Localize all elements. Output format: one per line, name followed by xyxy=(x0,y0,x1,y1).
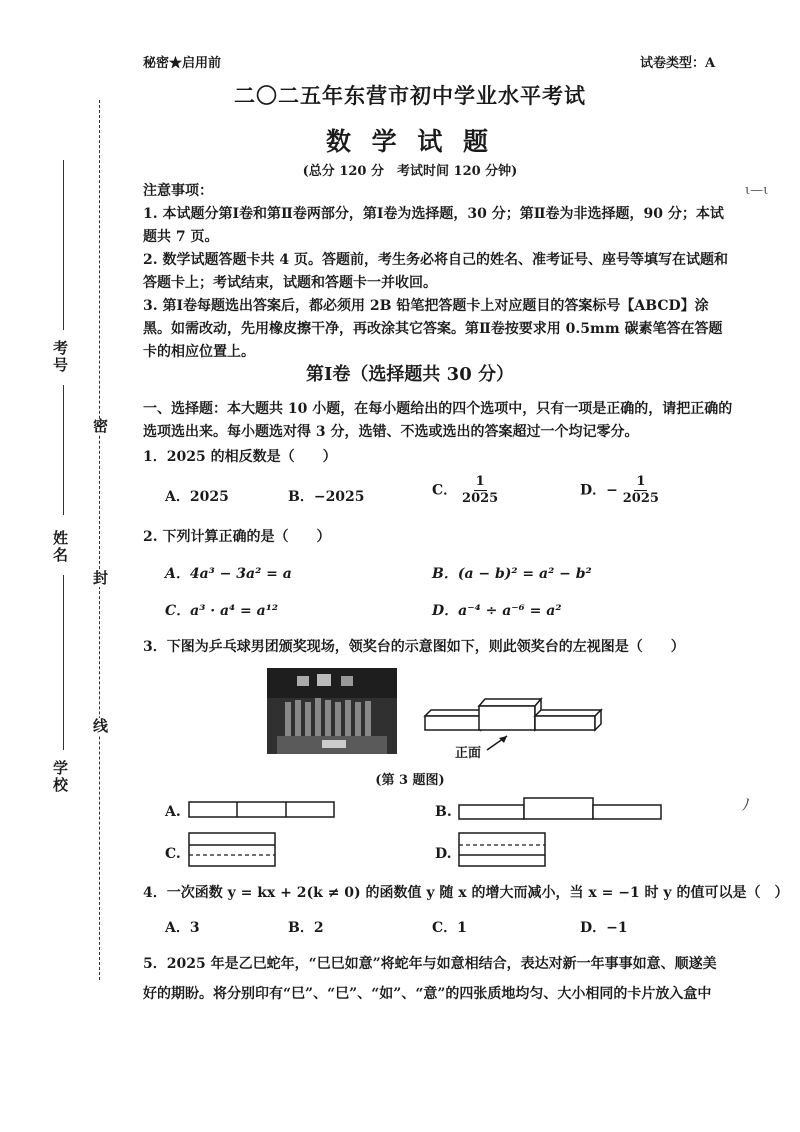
ceremony-photo xyxy=(267,668,397,754)
ceremony-photo-art xyxy=(267,668,397,754)
q4-option-c: C．1 xyxy=(432,920,467,936)
podium-diagram xyxy=(415,688,615,758)
front-label: 正面 xyxy=(455,746,482,761)
seal-dashed-line xyxy=(99,100,100,980)
notice-item-3: 3. 第Ⅰ卷每题选出答案后，都必须用 2B 铅笔把答题卡上对应题目的答案标号【ABCD】涂黑。如需改动，先用橡皮擦干净，再改涂其它答案。第Ⅱ卷按要求用 0.5mm 碳素笔答在答题卡的相应位置上。 xyxy=(143,298,723,360)
name-underline xyxy=(63,575,64,750)
q3-option-c-label: C. xyxy=(165,846,181,862)
q3-option-a-label: A. xyxy=(165,804,181,820)
q1-c-num: 1 xyxy=(475,474,485,489)
q1-option-c xyxy=(432,474,498,507)
subject-title: 数 学 试 题 xyxy=(325,127,495,156)
q2-option-b: B．(a − b)² = a² − b² xyxy=(432,566,592,582)
section1-instruction: 一、选择题：本大题共 10 小题，在每小题给出的四个选项中，只有一项是正确的，请把正确的选项选出来。每小题选对得 3 分，选错、不选或选出的答案超过一个均记零分。 xyxy=(143,401,733,440)
q1-stem: 1．2025 的相反数是（ ） xyxy=(143,449,337,465)
seal-char-xian: 线 xyxy=(91,718,109,735)
q1-option-d xyxy=(580,474,659,507)
pen-mark: ﾉ xyxy=(742,795,751,814)
secret-label: 秘密★启用前 xyxy=(143,56,222,71)
q5-line-1: 5．2025 年是乙巳蛇年，“巳巳如意”将蛇年与如意相结合，表达对新一年事事如意、顺遂美 xyxy=(143,956,717,972)
q3-option-c-figure xyxy=(188,832,278,868)
exam-title: 二〇二五年东营市初中学业水平考试 xyxy=(234,83,586,108)
paper-type: 试卷类型：A xyxy=(640,56,716,71)
q1-c-label: C． xyxy=(432,482,458,499)
seal-char-feng: 封 xyxy=(91,570,109,587)
q2-option-c: C．a³ · a⁴ = a¹² xyxy=(165,603,278,619)
q3-option-a-figure xyxy=(188,800,338,820)
q4-option-a: A．3 xyxy=(165,920,200,936)
notice-block xyxy=(143,180,733,364)
q3-option-b-figure xyxy=(458,796,668,822)
q2-option-d: D．a⁻⁴ ÷ a⁻⁶ = a² xyxy=(432,603,562,619)
school-label: 学校 xyxy=(51,760,69,794)
q3-option-b-label: B. xyxy=(435,804,452,820)
q1-d-num: 1 xyxy=(636,474,646,489)
seal-char-mi: 密 xyxy=(91,418,109,435)
notice-item-2: 2. 数学试题答题卡共 4 页。答题前，考生务必将自己的姓名、准考证号、座号等填写在试题和答题卡上；考试结束，试题和答题卡一并收回。 xyxy=(143,252,728,291)
q1-option-b: B．−2025 xyxy=(288,489,365,505)
notice-item-1: 1. 本试题分第Ⅰ卷和第Ⅱ卷两部分，第Ⅰ卷为选择题，30 分；第Ⅱ卷为非选择题，90 分；本试题共 7 页。 xyxy=(143,206,724,245)
q3-option-d-label: D. xyxy=(435,846,452,862)
q1-c-den: 2025 xyxy=(462,491,499,506)
q5-line-2: 好的期盼。将分别印有“巳”、“巳”、“如”、“意”的四张质地均匀、大小相同的卡片放入盒中 xyxy=(143,986,712,1002)
q1-option-a: A．2025 xyxy=(165,489,229,505)
q1-d-fraction xyxy=(623,474,659,507)
q3-option-d-figure xyxy=(458,832,548,868)
margin-note: ι—ι xyxy=(745,183,769,198)
q4-option-d: D．−1 xyxy=(580,920,628,936)
exam-no-underline-lower xyxy=(63,385,64,515)
front-arrow-icon xyxy=(499,736,507,743)
q1-c-fraction xyxy=(462,474,498,507)
q1-d-label: D．− xyxy=(580,482,618,499)
q4-stem: 4．一次函数 y = kx + 2(k ≠ 0) 的函数值 y 随 x 的增大而减小，当 x = −1 时 y 的值可以是（ ） xyxy=(143,885,789,901)
binding-margin xyxy=(0,0,130,1132)
q1-d-den: 2025 xyxy=(622,491,659,506)
subtitle: (总分 120 分 考试时间 120 分钟) xyxy=(302,164,518,179)
notice-heading: 注意事项： xyxy=(143,183,213,199)
exam-no-label: 考号 xyxy=(51,340,69,374)
name-label: 姓名 xyxy=(51,530,69,564)
q3-caption: (第 3 题图) xyxy=(375,773,445,788)
q2-option-a: A．4a³ − 3a² = a xyxy=(165,566,292,582)
q3-stem: 3．下图为乒乓球男团颁奖现场，领奖台的示意图如下，则此领奖台的左视图是（ ） xyxy=(143,639,685,655)
q4-option-b: B．2 xyxy=(288,920,324,936)
exam-no-underline xyxy=(63,160,64,330)
q2-stem: 2. 下列计算正确的是（ ） xyxy=(143,529,331,545)
section1-title: 第Ⅰ卷（选择题共 30 分） xyxy=(305,364,514,385)
